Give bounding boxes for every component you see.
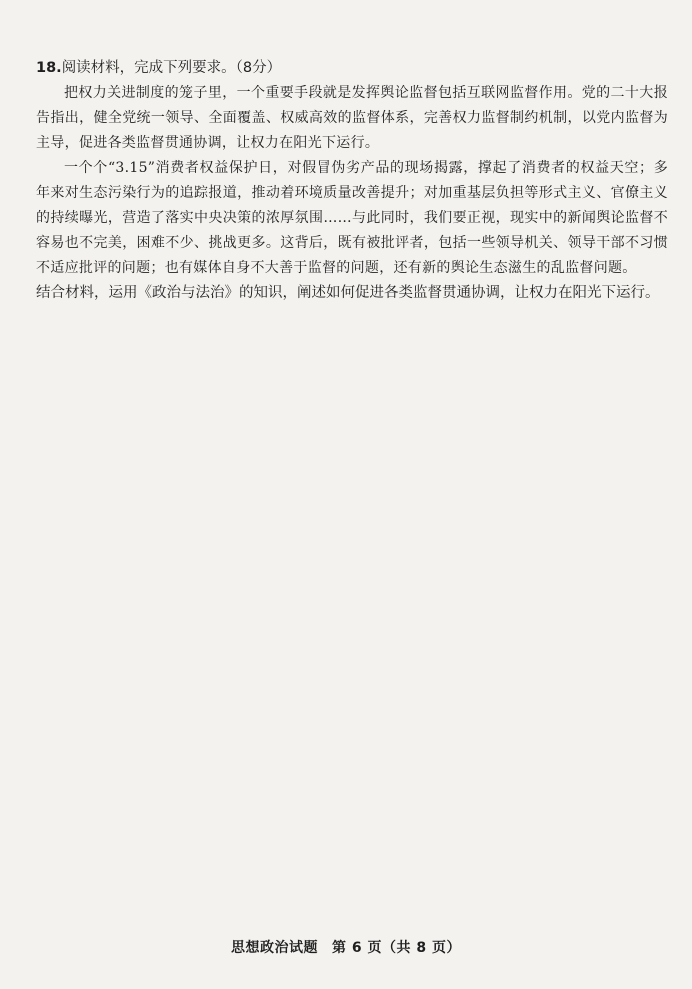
footer-subject: 思想政治试题 <box>231 940 318 956</box>
question-18 <box>36 56 668 306</box>
question-number: 18. <box>36 60 62 76</box>
material-paragraph-1: 把权力关进制度的笼子里，一个重要手段就是发挥舆论监督包括互联网监督作用。党的二十大报告指出，健全党统一领导、全面覆盖、权威高效的监督体系，完善权力监督制约机制，以党内监督为主导，促进各类监督贯通协调，让权力在阳光下运行。 <box>36 85 668 151</box>
footer-page-number: 第 6 页（共 8 页） <box>332 940 461 956</box>
question-task: 结合材料，运用《政治与法治》的知识，阐述如何促进各类监督贯通协调，让权力在阳光下运行。 <box>36 285 660 301</box>
reading-material <box>36 81 668 281</box>
question-instruction: 阅读材料，完成下列要求。（8分） <box>61 60 282 76</box>
page-footer <box>0 937 692 957</box>
material-paragraph-2: 一个个“3.15”消费者权益保护日，对假冒伪劣产品的现场揭露，撑起了消费者的权益天空；多年来对生态污染行为的追踪报道，推动着环境质量改善提升；对加重基层负担等形式主义、官僚主义的持续曝光，营造了落实中央决策的浓厚氛围……与此同时，我们要正视，现实中的新闻舆论监督不容易也不完美，困难不少、挑战更多。这背后，既有被批评者，包括一些领导机关、领导干部不习惯不适应批评的问题；也有媒体自身不大善于监督的问题，还有新的舆论生态滋生的乱监督问题。 <box>36 160 668 276</box>
question-header <box>36 56 668 81</box>
